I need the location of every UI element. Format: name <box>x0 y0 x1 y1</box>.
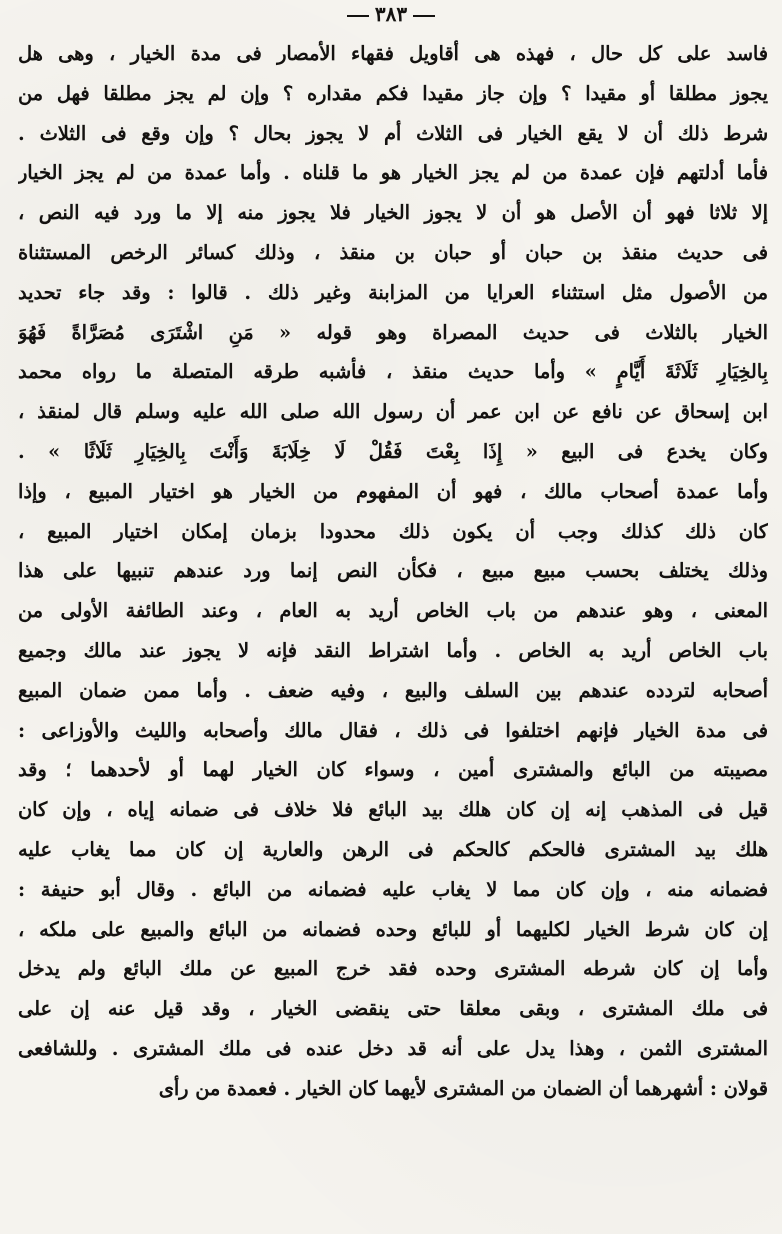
text-line: أصحابه لتردده عندهم بين السلف والبيع ، وفيه ضعف . وأما ممن ضمان المبيع <box>18 678 768 702</box>
text-line: وأما عمدة أصحاب مالك ، فهو أن المفهوم من الخيار هو اختيار المبيع ، وإذا <box>18 479 768 503</box>
header-rule-left <box>347 15 369 17</box>
text-line: باب الخاص أريد به الخاص . وأما اشتراط النقد فإنه لا يجوز عند مالك وجميع <box>18 638 768 662</box>
page-number <box>0 2 782 26</box>
text-line: مصيبته من البائع والمشترى أمين ، وسواء كان الخيار لهما أو لأحدهما ؛ وقد <box>18 758 768 782</box>
text-line: هلك بيد المشترى فالحكم كالحكم فى الرهن والعارية إن كان مما يغاب عليه <box>18 837 768 861</box>
text-line: الخيار بالثلاث فى حديث المصراة وهو قوله « مَنِ اشْتَرَى مُصَرَّاةً فَهُوَ <box>18 320 768 344</box>
text-line: شرط ذلك أن لا يقع الخيار فى الثلاث أم لا يجوز بحال ؟ وإن وقع فى الثلاث . <box>18 121 768 145</box>
text-line: قيل فى المذهب إنه إن كان هلك بيد البائع فلا خلاف فى ضمانه إياه ، وإن كان <box>18 798 768 822</box>
text-line: فضمانه منه ، وإن كان مما لا يغاب عليه فضمانه من البائع . وقال أبو حنيفة : <box>18 877 768 901</box>
text-line: وذلك يختلف بحسب مبيع مبيع ، فكأن النص إنما ورد عندهم تنبيها على هذا <box>18 559 768 583</box>
text-line: كان ذلك كذلك وجب أن يكون ذلك محدودا بزمان إمكان اختيار المبيع ، <box>18 519 768 543</box>
text-line: وكان يخدع فى البيع « إِذَا بِعْتَ فَقُلْ لَا خِلَابَةَ وَأَنْتَ بِالخِيَارِ ثَلَاثًا » . <box>18 439 768 463</box>
text-line: فى مدة الخيار فإنهم اختلفوا فى ذلك ، فقال مالك وأصحابه والليث والأوزاعى : <box>18 718 768 742</box>
page-number-text: ٣٨٣ <box>374 2 408 26</box>
text-line: من الأصول مثل استثناء العرايا من المزابنة وغير ذلك . قالوا : وقد جاء تحديد <box>18 280 768 304</box>
text-line: وأما إن كان شرطه المشترى وحده فقد خرج المبيع عن ملك البائع ولم يدخل <box>18 957 768 981</box>
text-line: ابن إسحاق عن نافع عن ابن عمر أن رسول الله صلى الله عليه وسلم قال لمنقذ ، <box>18 400 768 424</box>
text-line: قولان : أشهرهما أن الضمان من المشترى لأيهما كان الخيار . فعمدة من رأى <box>158 1076 768 1100</box>
text-line: بِالخِيَارِ ثَلَاثَةَ أَيَّامٍ » وأما حديث منقذ ، فأشبه طرقه المتصلة ما رواه محمد <box>18 360 768 384</box>
text-line: يجوز مطلقا أو مقيدا ؟ وإن جاز مقيدا فكم مقداره ؟ وإن لم يجز مطلقا فهل من <box>18 81 768 105</box>
text-line: المعنى ، وهو عندهم من باب الخاص أريد به العام ، وعند الطائفة الأولى من <box>18 599 768 623</box>
text-line: إن كان شرط الخيار لكليهما أو للبائع وحده فضمانه من البائع والمبيع على ملكه ، <box>18 917 768 941</box>
text-line: المشترى الثمن ، وهذا يدل على أنه قد دخل عنده فى ملك المشترى . وللشافعى <box>18 1036 768 1060</box>
body-text <box>18 34 768 1109</box>
header-rule-right <box>413 15 435 17</box>
text-line: فى ملك المشترى ، وبقى معلقا حتى ينقضى الخيار ، وقد قيل عنه إن على <box>18 997 768 1021</box>
text-line: إلا ثلاثا فهو أن الأصل هو أن لا يجوز الخيار فلا يجوز منه إلا ما ورد فيه النص ، <box>18 201 768 225</box>
text-line: فأما أدلتهم فإن عمدة من لم يجز الخيار هو ما قلناه . وأما عمدة من لم يجز الخيار <box>18 161 768 185</box>
text-line: فاسد على كل حال ، فهذه هى أقاويل فقهاء الأمصار فى مدة الخيار ، وهى هل <box>18 42 768 65</box>
text-line: فى حديث منقذ بن حبان أو حبان بن منقذ ، وذلك كسائر الرخص المستثناة <box>18 240 768 264</box>
